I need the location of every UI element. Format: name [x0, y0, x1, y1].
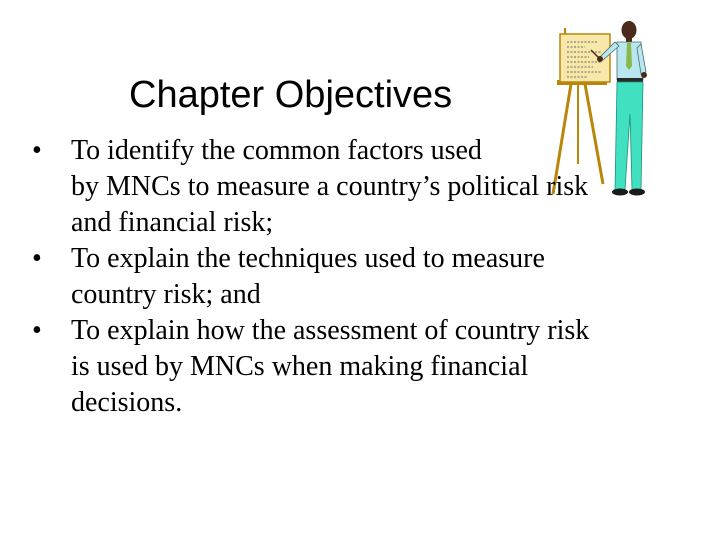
bullet-icon: •	[32, 243, 42, 274]
bullet-line: and financial risk;	[71, 207, 274, 238]
bullet-line: To identify the common factors used	[71, 135, 482, 166]
objectives-list	[30, 133, 710, 421]
slide-title: Chapter Objectives	[129, 74, 453, 116]
bullet-line: country risk; and	[71, 279, 261, 310]
bullet-icon: •	[32, 135, 42, 166]
bullet-line: To explain the techniques used to measure	[71, 243, 545, 274]
bullet-line: by MNCs to measure a country’s political risk	[71, 171, 589, 202]
list-item	[30, 241, 710, 313]
bullet-line: To explain how the assessment of country risk	[71, 315, 590, 346]
list-item	[30, 313, 710, 421]
bullet-icon: •	[32, 315, 42, 346]
bullet-line: is used by MNCs when making financial	[71, 351, 529, 382]
list-item	[30, 133, 710, 241]
bullet-line: decisions.	[71, 387, 183, 418]
